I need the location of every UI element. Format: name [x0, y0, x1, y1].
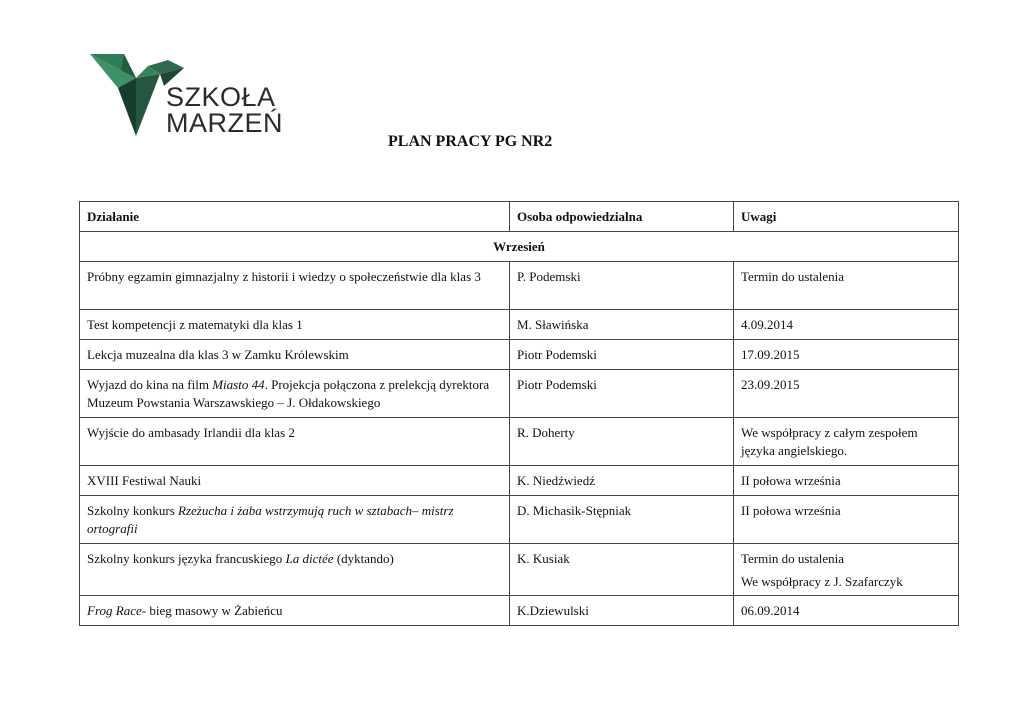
person-cell: K. Kusiak [510, 544, 734, 596]
notes-cell: II połowa września [734, 466, 959, 496]
activity-text: - bieg masowy w Żabieńcu [141, 603, 283, 618]
table-row [80, 418, 959, 466]
person-cell: K. Niedźwiedź [510, 466, 734, 496]
person-cell: K.Dziewulski [510, 596, 734, 626]
person-cell: Piotr Podemski [510, 340, 734, 370]
person-cell: P. Podemski [510, 262, 734, 310]
notes-cell: 23.09.2015 [734, 370, 959, 418]
table-row [80, 262, 959, 310]
film-title: Miasto 44 [212, 377, 265, 392]
activity-text: . Projekcja połączona z prelekcją dyrektora Muzeum Powstania Warszawskiego – J. Ołdakowskiego [87, 377, 490, 410]
page-title: PLAN PRACY PG NR2 [388, 133, 553, 150]
table-row [80, 544, 959, 596]
notes-line: Termin do ustalenia [741, 551, 845, 566]
table-row [80, 310, 959, 340]
header-person: Osoba odpowiedzialna [510, 202, 734, 232]
activity-text: (dyktando) [333, 551, 394, 566]
activity-text: Wyjazd do kina na film [87, 377, 213, 392]
header-activity: Działanie [80, 202, 510, 232]
person-cell: Piotr Podemski [510, 370, 734, 418]
logo-text-line2: MARZEŃ [166, 108, 283, 138]
month-row [80, 232, 959, 262]
activity-cell: Lekcja muzealna dla klas 3 w Zamku Królewskim [80, 340, 510, 370]
activity-cell [80, 496, 510, 544]
activity-cell: Test kompetencji z matematyki dla klas 1 [80, 310, 510, 340]
activity-text: Szkolny konkurs [87, 503, 178, 518]
notes-cell: 17.09.2015 [734, 340, 959, 370]
notes-cell: 06.09.2014 [734, 596, 959, 626]
contest-title: Rzeżucha i żaba wstrzymują ruch w sztabach– mistrz ortografii [87, 503, 454, 536]
activity-cell: Wyjście do ambasady Irlandii dla klas 2 [80, 418, 510, 466]
activity-cell [80, 370, 510, 418]
notes-cell: Termin do ustalenia [734, 262, 959, 310]
plan-table [79, 201, 959, 626]
person-cell: M. Sławińska [510, 310, 734, 340]
table-row [80, 466, 959, 496]
event-title: Frog Race [87, 603, 142, 618]
school-logo [88, 48, 288, 143]
notes-cell [734, 544, 959, 596]
person-cell: D. Michasik-Stępniak [510, 496, 734, 544]
contest-title: La dictée [285, 551, 334, 566]
activity-cell: XVIII Festiwal Nauki [80, 466, 510, 496]
month-label: Wrzesień [80, 232, 959, 262]
table-row [80, 496, 959, 544]
activity-cell: Próbny egzamin gimnazjalny z historii i wiedzy o społeczeństwie dla klas 3 [80, 262, 510, 310]
notes-cell: We współpracy z całym zespołem języka angielskiego. [734, 418, 959, 466]
header-notes: Uwagi [734, 202, 959, 232]
activity-text: Szkolny konkurs języka francuskiego [87, 551, 286, 566]
table-row [80, 340, 959, 370]
activity-cell [80, 544, 510, 596]
table-header-row [80, 202, 959, 232]
table-row [80, 370, 959, 418]
table-row [80, 596, 959, 626]
activity-cell [80, 596, 510, 626]
logo-text-line1: SZKOŁA [166, 82, 276, 112]
notes-line: We współpracy z J. Szafarczyk [741, 574, 903, 589]
notes-cell: 4.09.2014 [734, 310, 959, 340]
notes-cell: II połowa września [734, 496, 959, 544]
person-cell: R. Doherty [510, 418, 734, 466]
